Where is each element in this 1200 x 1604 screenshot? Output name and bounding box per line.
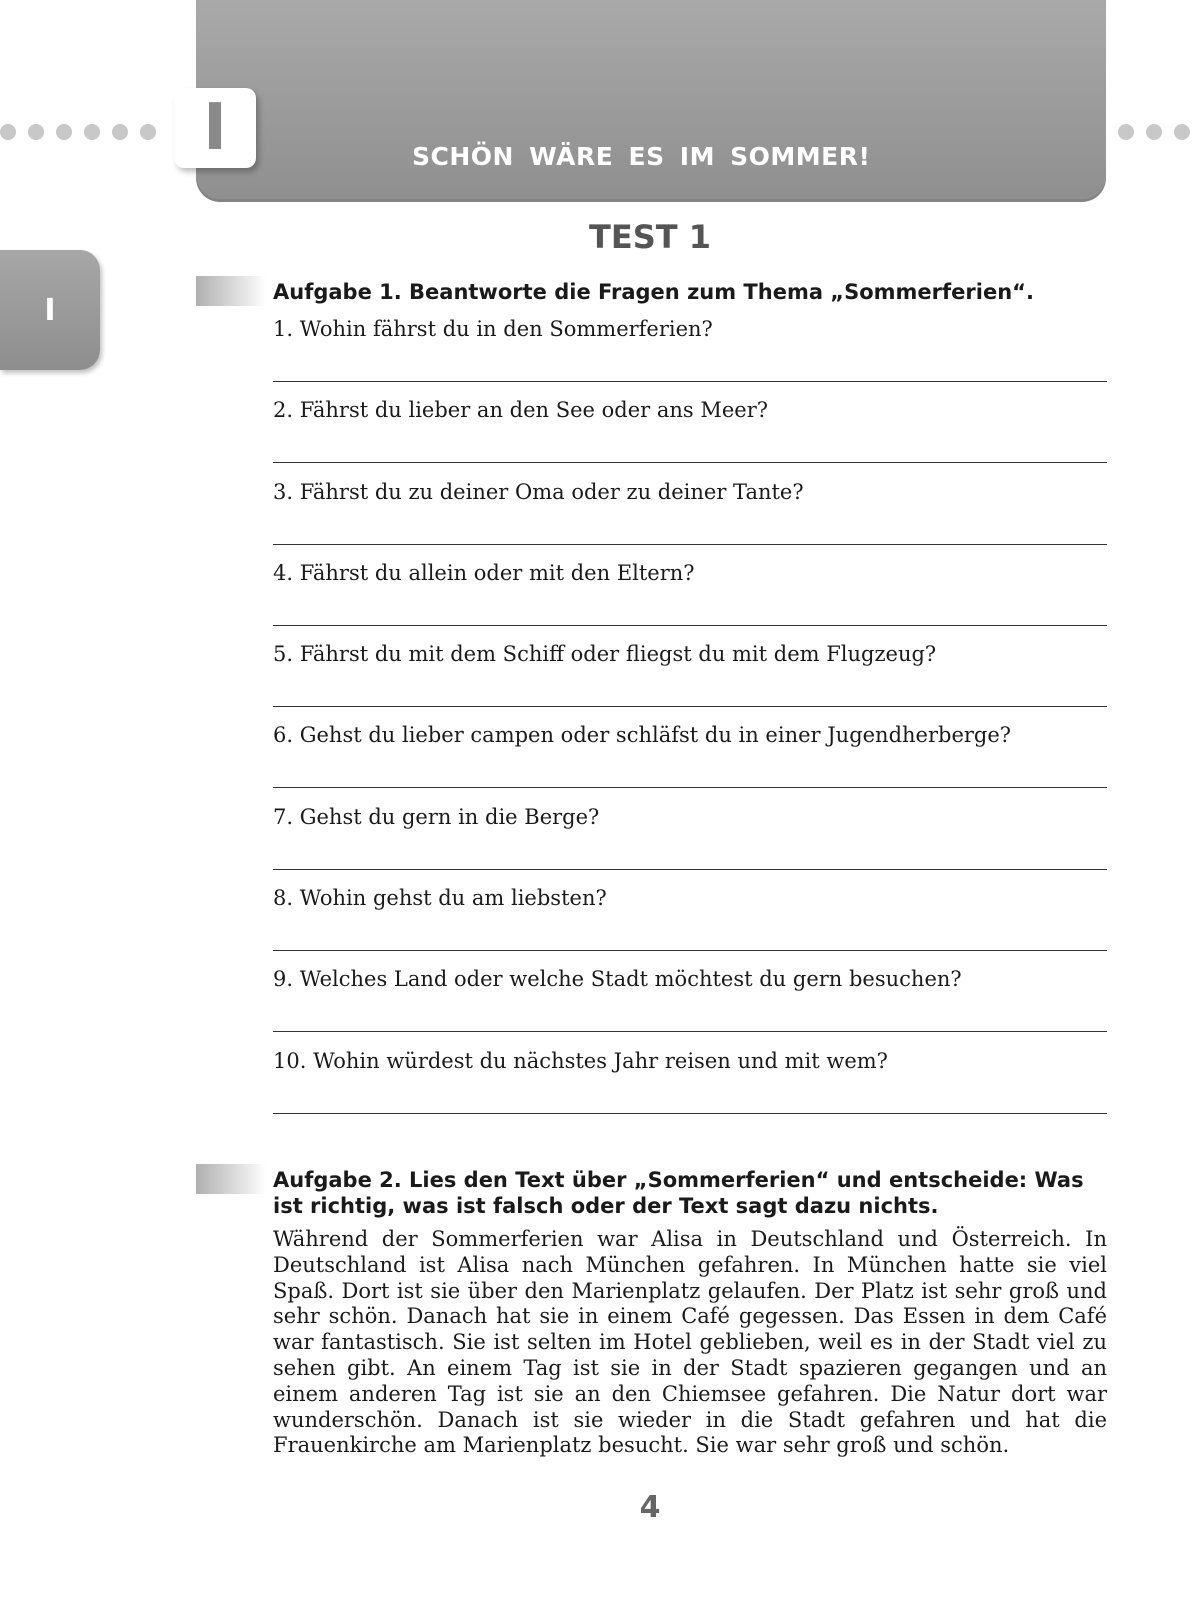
chapter-title: SCHÖN WÄRE ES IM SOMMER! [412, 142, 871, 171]
task2-heading: Aufgabe 2. Lies den Text über „Sommerferien“ und entscheide: Was ist richtig, was ist falsch oder der Text sagt dazu nichts. [273, 1168, 1084, 1218]
answer-line[interactable] [273, 544, 1107, 545]
test-title: TEST 1 [589, 218, 711, 256]
reading-passage: Während der Sommerferien war Alisa in Deutschland und Österreich. In Deutschland ist Alisa nach München gefahren. In München hatte sie viel Spaß. Dort ist sie über den Marienplatz gelaufen. Der Platz ist sehr groß und sehr schön. Danach hat sie in einem Café gegessen. Das Essen in dem Café war fantastisch. Sie ist selten im Hotel geblieben, weil es in der Stadt viel zu sehen gibt. An einem Tag ist sie in der Stadt spazieren gegangen und an einem anderen Tag ist sie an den Chiemsee gefahren. Die Natur dort war wunderschön. Danach ist sie wieder in die Stadt gefahren und hat die Frauenkirche am Marienplatz besucht. Sie war sehr groß und schön. [273, 1227, 1107, 1458]
question-text: 8. Wohin gehst du am liebsten? [273, 886, 607, 911]
question-item [273, 313, 1107, 394]
chapter-numeral: I [174, 88, 256, 168]
task-marker [196, 1164, 266, 1194]
question-item [273, 719, 1107, 800]
page-number: 4 [639, 1490, 661, 1525]
answer-line[interactable] [273, 625, 1107, 626]
dot-icon [1146, 124, 1162, 140]
answer-line[interactable] [273, 950, 1107, 951]
task-marker [196, 276, 266, 306]
answer-line[interactable] [273, 462, 1107, 463]
question-list [273, 313, 1107, 1126]
question-item [273, 557, 1107, 638]
question-item [273, 476, 1107, 557]
answer-line[interactable] [273, 381, 1107, 382]
dot-icon [1174, 124, 1190, 140]
dot-icon [28, 124, 44, 140]
answer-line[interactable] [273, 787, 1107, 788]
question-text: 4. Fährst du allein oder mit den Eltern? [273, 560, 695, 585]
question-item [273, 1045, 1107, 1126]
dot-icon [112, 124, 128, 140]
question-item [273, 394, 1107, 475]
question-text: 3. Fährst du zu deiner Oma oder zu deiner Tante? [273, 479, 804, 504]
question-text: 9. Welches Land oder welche Stadt möchtest du gern besuchen? [273, 967, 962, 992]
question-text: 5. Fährst du mit dem Schiff oder fliegst du mit dem Flugzeug? [273, 642, 937, 667]
question-item [273, 638, 1107, 719]
answer-line[interactable] [273, 706, 1107, 707]
decorative-dots-right [1118, 124, 1190, 140]
dot-icon [56, 124, 72, 140]
chapter-banner [196, 0, 1106, 202]
question-item [273, 882, 1107, 963]
question-text: 7. Gehst du gern in die Berge? [273, 804, 600, 829]
dot-icon [84, 124, 100, 140]
answer-line[interactable] [273, 1031, 1107, 1032]
task1-heading: Aufgabe 1. Beantworte die Fragen zum Thema „Sommerferien“. [273, 280, 1034, 304]
dot-icon [140, 124, 156, 140]
question-text: 1. Wohin fährst du in den Sommerferien? [273, 317, 713, 341]
side-chapter-tab: I [0, 250, 100, 370]
question-text: 6. Gehst du lieber campen oder schläfst du in einer Jugendherberge? [273, 723, 1012, 748]
question-text: 2. Fährst du lieber an den See oder ans Meer? [273, 398, 769, 423]
question-item [273, 963, 1107, 1044]
question-text: 10. Wohin würdest du nächstes Jahr reisen und mit wem? [273, 1048, 888, 1073]
dot-icon [0, 124, 16, 140]
question-item [273, 801, 1107, 882]
answer-line[interactable] [273, 869, 1107, 870]
answer-line[interactable] [273, 1113, 1107, 1114]
decorative-dots-left [0, 124, 156, 140]
dot-icon [1118, 124, 1134, 140]
